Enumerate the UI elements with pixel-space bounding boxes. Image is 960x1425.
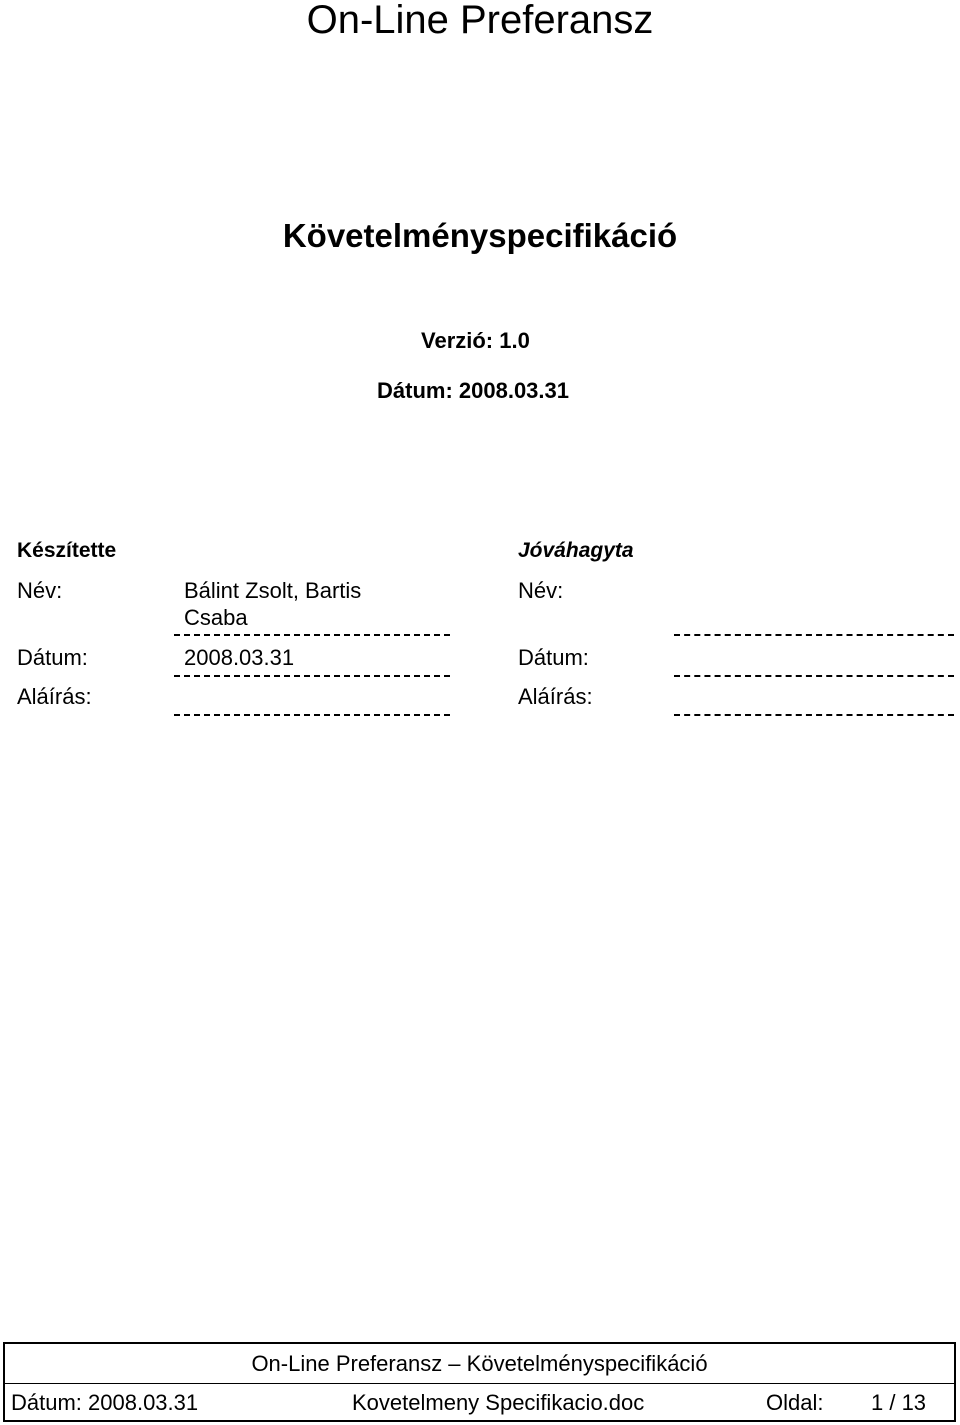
footer-page-label: Oldal: [766,1390,824,1415]
prepared-signature-line [174,714,450,716]
date-line: Dátum: 2008.03.31 [377,378,569,403]
approved-name-label: Név: [518,578,564,603]
prepared-name-value: Bálint Zsolt, Bartis Csaba [184,578,362,630]
prepared-date-value: 2008.03.31 [184,645,295,670]
footer-date: Dátum: 2008.03.31 [11,1390,199,1415]
approved-by-heading: Jóváhagyta [518,539,634,562]
prepared-date-line [174,675,450,677]
prepared-signature-label: Aláírás: [17,684,92,709]
document-subtitle: Követelményspecifikáció [282,217,678,254]
approved-name-line [674,634,954,636]
footer-title: On-Line Preferansz – Követelményspecifikáció [251,1351,708,1376]
approved-signature-line [674,714,954,716]
prepared-name-label: Név: [17,578,63,603]
approved-date-line [674,675,954,677]
prepared-name-line [174,634,450,636]
version-line: Verzió: 1.0 [421,328,530,353]
footer-page-number: 1 / 13 [871,1390,927,1415]
footer-filename: Kovetelmeny Specifikacio.doc [352,1390,645,1415]
prepared-by-heading: Készítette [17,539,117,562]
approved-signature-label: Aláírás: [518,684,593,709]
approved-date-label: Dátum: [518,645,589,670]
footer-divider [5,1383,954,1384]
page-footer [3,1342,956,1422]
prepared-date-label: Dátum: [17,645,88,670]
document-title: On-Line Preferansz [306,0,654,42]
